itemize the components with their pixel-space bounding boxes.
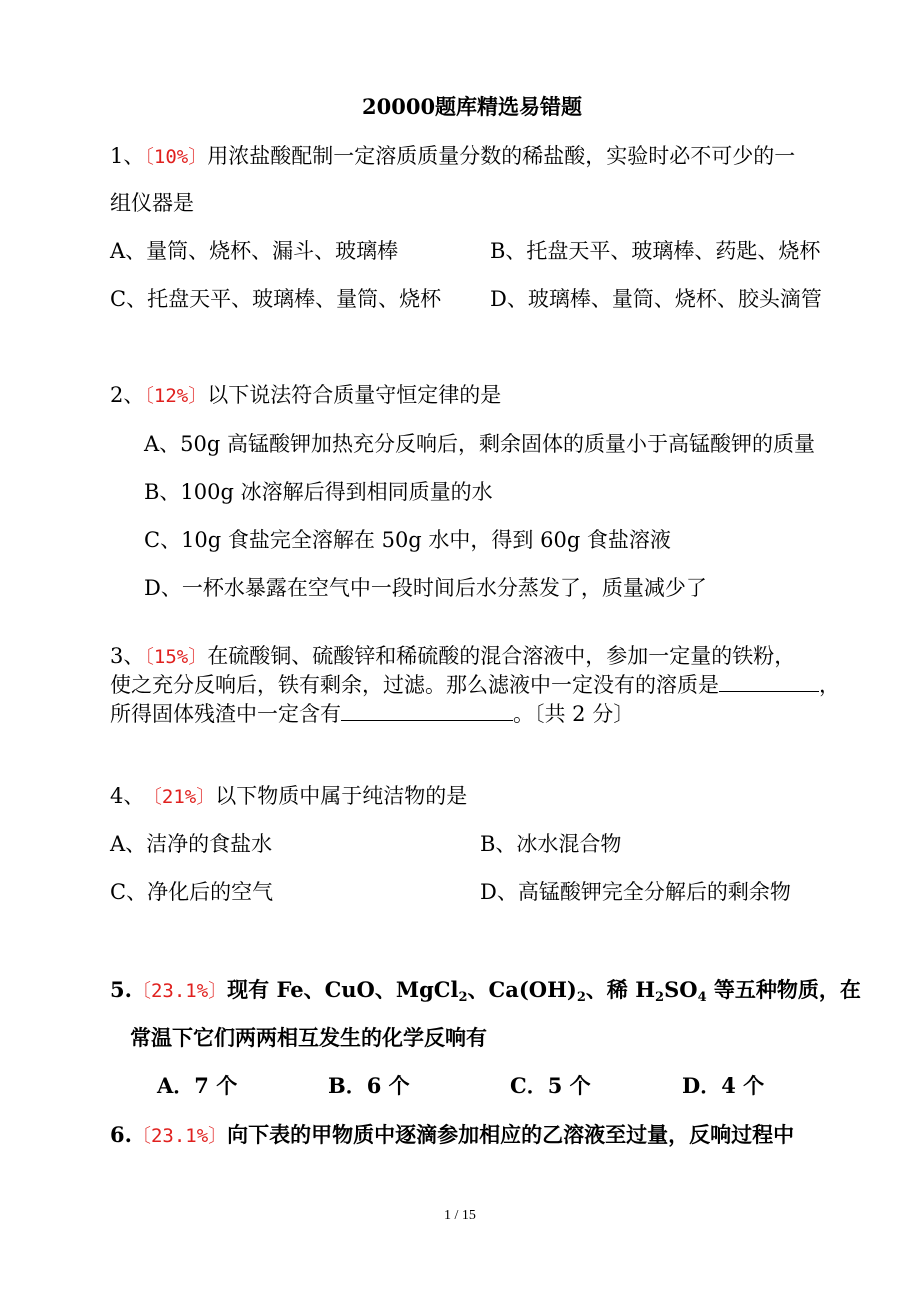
subscript: 4: [697, 990, 707, 1005]
formula-text: 、Ca(OH): [467, 977, 577, 1002]
question-2-stem: [110, 385, 501, 406]
stem-text: 用浓盐酸配制一定溶质质量分数的稀盐酸，实验时必不可少的一: [207, 144, 796, 168]
question-number: 5.: [110, 977, 132, 1002]
option-c: C、净化后的空气: [110, 880, 274, 904]
subscript: 2: [576, 990, 586, 1005]
option-c: C、10g 食盐完全溶解在 50g 水中，得到 60g 食盐溶液: [144, 528, 671, 552]
answer-blank-1[interactable]: [719, 673, 819, 692]
question-3-stem-line2: [110, 673, 840, 696]
stem-text: 等五种物质，在: [706, 977, 861, 1002]
error-rate: 〔10%〕: [144, 146, 208, 168]
option-a: A、洁净的食盐水: [110, 832, 273, 856]
stem-text: ，: [819, 673, 840, 697]
subscript: 2: [655, 990, 665, 1005]
formula-text: 、稀 H: [585, 977, 656, 1002]
question-1-stem-cont: 组仪器是: [110, 191, 194, 215]
stem-text: 在硫酸铜、硫酸锌和稀硫酸的混合溶液中，参加一定量的铁粉，: [207, 644, 796, 668]
error-rate: 〔15%〕: [144, 646, 208, 668]
question-number: 4、: [110, 784, 145, 808]
option-d: D．4 个: [682, 1073, 765, 1098]
error-rate: 〔23.1%〕: [131, 980, 228, 1002]
option-a: A、量筒、烧杯、漏斗、玻璃棒: [110, 239, 399, 263]
stem-text: 以下说法符合质量守恒定律的是: [207, 383, 502, 407]
error-rate: 〔23.1%〕: [131, 1125, 228, 1147]
question-5-stem-cont: 常温下它们两两相互发生的化学反响有: [130, 1025, 487, 1050]
option-d: D、一杯水暴露在空气中一段时间后水分蒸发了，质量减少了: [144, 576, 707, 600]
question-4-stem: [110, 786, 467, 807]
page-number: 1 / 15: [444, 1208, 476, 1223]
subscript: 2: [458, 990, 468, 1005]
question-number: 1、: [110, 144, 145, 168]
stem-text: 向下表的甲物质中逐滴参加相应的乙溶液至过量，反响过程中: [227, 1122, 795, 1147]
stem-text: 以下物质中属于纯洁物的是: [215, 784, 468, 808]
option-b: B、托盘天平、玻璃棒、药匙、烧杯: [490, 239, 821, 263]
option-a: A、50g 高锰酸钾加热充分反响后，剩余固体的质量小于高锰酸钾的质量: [144, 432, 816, 456]
option-d: D、高锰酸钾完全分解后的剩余物: [480, 880, 791, 904]
option-b: B、冰水混合物: [480, 832, 622, 856]
error-rate: 〔21%〕: [152, 786, 216, 808]
option-c: C．5 个: [510, 1073, 591, 1098]
option-b: B．6 个: [328, 1073, 410, 1098]
question-6-stem: [110, 1124, 794, 1146]
option-b: B、100g 冰溶解后得到相同质量的水: [144, 480, 493, 504]
stem-text: 。〔共 2 分〕: [513, 702, 635, 726]
page-title: 20000题库精选易错题: [362, 94, 583, 119]
option-c: C、托盘天平、玻璃棒、量筒、烧杯: [110, 287, 442, 311]
error-rate: 〔12%〕: [144, 385, 208, 407]
formula-text: SO: [664, 977, 698, 1002]
stem-text: 使之充分反响后，铁有剩余，过滤。那么滤液中一定没有的溶质是: [110, 673, 719, 697]
answer-blank-2[interactable]: [341, 702, 513, 721]
question-number: 6.: [110, 1122, 132, 1147]
question-3-stem: [110, 646, 795, 667]
question-number: 3、: [110, 644, 145, 668]
option-a: A．7 个: [157, 1073, 238, 1098]
formula-text: 现有 Fe、CuO、MgCl: [227, 977, 459, 1002]
question-3-stem-line3: [110, 702, 634, 725]
stem-text: 所得固体残渣中一定含有: [110, 702, 341, 726]
question-1-stem: [110, 146, 795, 167]
option-d: D、玻璃棒、量筒、烧杯、胶头滴管: [490, 287, 822, 311]
question-5-stem: [110, 977, 861, 1005]
question-number: 2、: [110, 383, 145, 407]
